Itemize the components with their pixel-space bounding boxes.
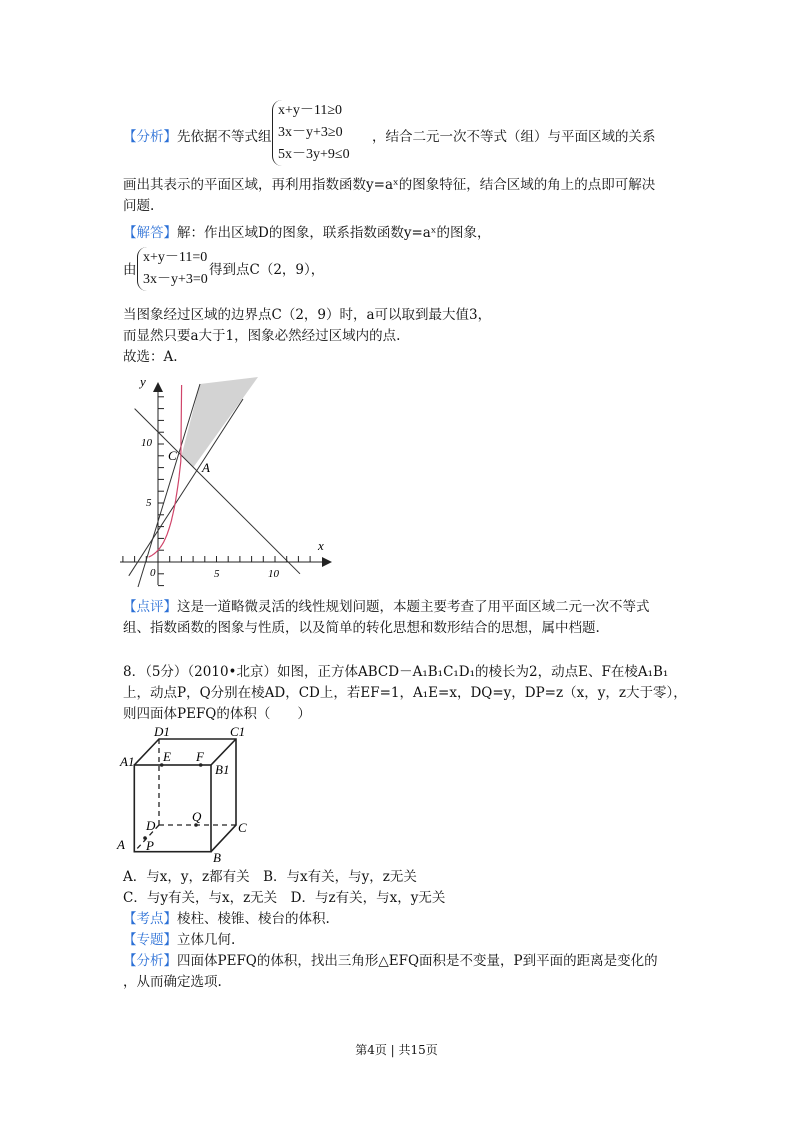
vertex-label: B	[213, 850, 221, 865]
answer-options: A．与x，y，z都有关 B．与x有关，与y，z无关	[123, 869, 417, 885]
feasible-region	[181, 377, 258, 468]
text: 问题.	[123, 198, 155, 214]
inequality: 5x－3y+9≤0	[278, 147, 350, 162]
text: 由	[123, 262, 137, 278]
text: 故选：A.	[123, 349, 178, 365]
text: 解：作出区域D的图象，联系指数函数y=aˣ的图象，	[177, 225, 491, 241]
equation: x+y－11=0	[143, 250, 208, 265]
origin-label: 0	[150, 567, 156, 579]
question-text: 上，动点P，Q分别在棱AD，CD上，若EF=1，A₁E=x，DQ=y，DP=z（x，y，z大于零），	[123, 685, 687, 701]
text: ，结合二元一次不等式（组）与平面区域的关系	[372, 129, 656, 145]
line-3x-y-3	[138, 384, 200, 587]
x-tick-label: 10	[268, 568, 279, 580]
text: 这是一道略微灵活的线性规划问题，本题主要考查了用平面区域二元一次不等式	[177, 599, 650, 615]
text: 棱柱、棱锥、棱台的体积.	[177, 911, 330, 927]
vertex-label: B1	[215, 762, 230, 777]
y-tick-label: 10	[141, 437, 152, 449]
vertex-label: D1	[154, 724, 170, 739]
vertex-label: C1	[230, 724, 246, 739]
question-text: 则四面体PEFQ的体积（ ）	[123, 706, 311, 722]
x-axis-arrow-icon	[322, 557, 332, 567]
line-5x-3y-9	[129, 399, 243, 576]
analysis-tag: 【分析】	[123, 129, 177, 145]
y-axis-arrow-icon	[153, 382, 163, 392]
vertex-label: D	[146, 818, 156, 833]
equation: 3x－y+3=0	[143, 272, 208, 287]
text: 立体几何.	[177, 932, 236, 948]
analysis-line1	[123, 127, 272, 147]
text: 组、指数函数的图象与性质，以及简单的转化思想和数形结合的思想，属中档题.	[123, 620, 600, 636]
point-label: F	[196, 749, 204, 764]
inequality-system	[272, 100, 350, 166]
vertex-label: A	[117, 837, 125, 852]
kaodian-tag: 【考点】	[123, 911, 177, 927]
y-tick-label: 5	[146, 497, 152, 509]
answer-options: C．与y有关，与x，z无关 D．与z有关，与x，y无关	[123, 890, 446, 906]
analysis-tag: 【分析】	[123, 953, 177, 969]
text: 四面体PEFQ的体积，找出三角形△EFQ面积是不变量，P到平面的距离是变化的	[177, 953, 658, 969]
region-graph	[110, 370, 350, 590]
cube-figure	[110, 720, 290, 870]
text: ，从而确定选项.	[123, 974, 222, 990]
exponential-curve	[149, 385, 182, 557]
text: 先依据不等式组	[177, 129, 272, 145]
y-label: y	[140, 374, 146, 389]
zhuanti-tag: 【专题】	[123, 932, 177, 948]
point-a-label: A	[202, 460, 210, 475]
point-label: E	[163, 749, 171, 764]
text: 画出其表示的平面区域，再利用指数函数y=aˣ的图象特征，结合区域的角上的点即可解决	[123, 177, 656, 193]
page-footer: 第4页 | 共15页	[355, 1043, 438, 1057]
inequality: x+y－11≥0	[278, 103, 343, 118]
point-label: P	[146, 838, 154, 853]
x-label: x	[318, 538, 324, 553]
x-tick-label: 5	[214, 568, 220, 580]
inequality: 3x－y+3≥0	[278, 125, 343, 140]
text: 而显然只要a大于1，图象必然经过区域内的点.	[123, 328, 401, 344]
text: 得到点C（2，9），	[209, 262, 325, 278]
equation-system	[137, 247, 208, 291]
point-c-label: C	[168, 448, 177, 463]
answer-tag: 【解答】	[123, 225, 177, 241]
comment-tag: 【点评】	[123, 599, 177, 615]
question-text: 8．（5分）（2010•北京）如图，正方体ABCD－A₁B₁C₁D₁的棱长为2，动点E、F在棱A₁B₁	[123, 664, 669, 680]
point-label: Q	[192, 809, 202, 824]
text: 当图象经过区域的边界点C（2，9）时，a可以取到最大值3，	[123, 307, 492, 323]
vertex-label: C	[238, 820, 247, 835]
vertex-label: A1	[120, 754, 135, 769]
